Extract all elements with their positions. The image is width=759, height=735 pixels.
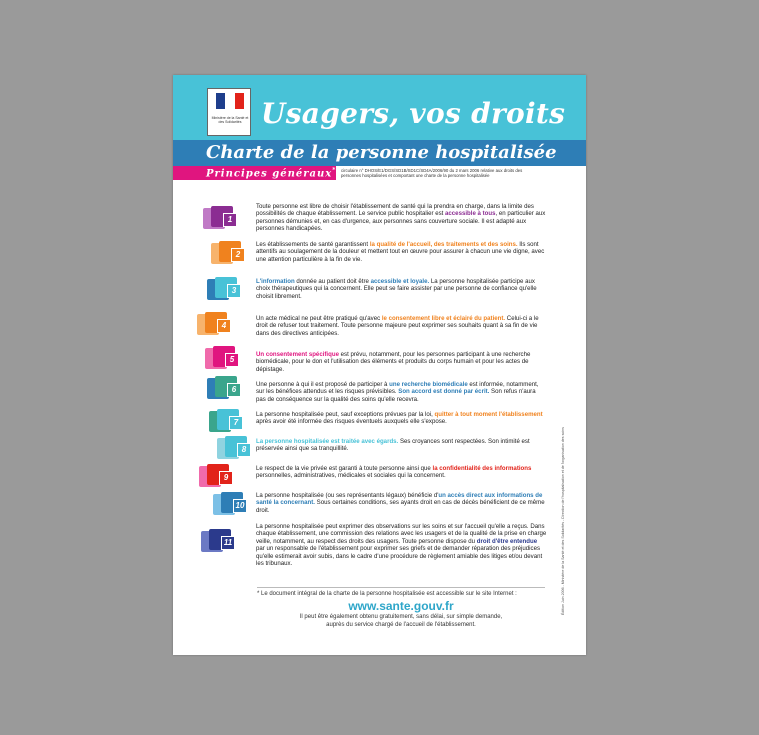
poster-subtitle: Charte de la personne hospitalisée	[206, 142, 557, 163]
charter-poster	[173, 75, 586, 655]
text-segment: par un responsable de l'établissement pour exprimer ses griefs et de demander réparation des préjudices qu'elle estimerait avoir subis, dans le cadre d'une procédure de règlement amiable des litiges et/ou devant les tribunaux.	[256, 545, 543, 568]
text-segment: Ses croyances sont respectées. Son intimité est préservée ainsi que sa tranquillité.	[256, 438, 530, 453]
ministry-logo	[207, 88, 251, 136]
highlighted-phrase: accessible à tous	[445, 210, 496, 218]
principle-9-text	[256, 465, 547, 480]
text-segment: est prévu, notamment, pour les personnes participant à une recherche biomédicale, pour le don et l'utilisation des éléments et produits du corps humain et pour les actes de dépistage.	[256, 351, 531, 373]
footer-line-2: auprès du service chargé de l'accueil de l'établissement.	[326, 621, 476, 628]
section-star: *	[332, 167, 337, 174]
text-segment: Toute personne est libre de choisir l'établissement de santé qui la prendra en charge, dans la limite des possibilités de chaque établissement. Le service public hospitalier est	[256, 203, 534, 218]
principle-6-text	[256, 381, 547, 403]
text-segment: après avoir été informée des risques éventuels auxquels elle s'expose.	[256, 418, 447, 426]
principle-5-icon	[205, 346, 238, 371]
section-label-text: Principes généraux	[206, 168, 333, 180]
principle-3-text	[256, 278, 547, 300]
highlighted-phrase: la qualité de l'accueil, des traitements et des soins.	[369, 241, 518, 248]
principle-7-text	[256, 411, 547, 426]
highlighted-phrase: une recherche biomédicale	[389, 381, 468, 388]
principle-5-text	[256, 351, 547, 373]
poster-title: Usagers, vos droits	[261, 97, 566, 130]
principle-number: 2	[231, 248, 245, 262]
principle-10-icon	[213, 492, 246, 517]
principle-7-icon	[209, 409, 242, 434]
text-segment: Un acte médical ne peut être pratiqué qu'avec	[256, 315, 382, 322]
principle-8-text	[256, 438, 547, 453]
text-segment: Le respect de la vie privée est garanti à toute personne ainsi que	[256, 465, 433, 472]
text-segment: Les établissements de santé garantissent	[256, 241, 370, 248]
text-segment: Sous certaines conditions, ses ayants droit en cas de décès bénéficient de ce même droit.	[256, 499, 545, 514]
principle-number: 7	[229, 416, 243, 430]
text-segment: personnelles, administratives, médicales et sociales qui la concernent.	[256, 472, 446, 480]
footer-availability	[257, 614, 545, 629]
highlighted-phrase: un accès direct aux informations de santé la concernant.	[256, 492, 543, 507]
principle-2-text	[256, 241, 547, 263]
text-segment: La personne hospitalisée peut exprimer des observations sur les soins et sur l'accueil qu'elle a reçus. Dans chaque établissement, une commission des relations avec les usagers et de la qualité de la prise en charge veille, notamment, au respect des droits des usagers. Toute personne dispose du	[256, 523, 547, 545]
footer-line-1: Il peut être également obtenu gratuitement, sans délai, sur simple demande,	[299, 614, 503, 620]
french-flag-icon	[216, 93, 244, 109]
principle-3-icon	[207, 277, 240, 302]
highlighted-phrase: droit d'être entendue	[476, 537, 538, 545]
highlighted-phrase: quitter à tout moment l'établissement	[434, 411, 543, 418]
text-segment: Une personne à qui il est proposé de participer à	[256, 381, 390, 388]
text-segment: La personne hospitalisée participe aux choix thérapeutiques qui la concernent. Elle peut se faire assister par une personne de confiance qu'elle choisit librement.	[256, 278, 537, 300]
highlighted-phrase: accessible et loyale.	[370, 278, 430, 285]
highlighted-phrase: Un consentement spécifique	[256, 351, 339, 358]
principle-number: 5	[225, 353, 239, 367]
principle-11-icon	[201, 529, 234, 554]
text-segment: donnée au patient doit être	[294, 278, 371, 285]
principle-9-icon	[199, 464, 232, 489]
highlighted-phrase: Son accord est donné par écrit.	[398, 388, 490, 396]
principle-4-icon	[197, 312, 230, 337]
principle-number: 11	[221, 536, 235, 550]
principle-1-text	[256, 203, 547, 233]
highlighted-phrase: La personne hospitalisée est traitée avec égards.	[256, 438, 399, 445]
section-label	[206, 167, 336, 179]
logo-text: Ministère de la Santé et des Solidarités	[211, 116, 249, 124]
principle-number: 8	[237, 443, 251, 457]
text-segment: Celui-ci a le droit de refuser tout traitement. Toute personne majeure peut exprimer ses souhaits quant à sa fin de vie dans des directives anticipées.	[256, 315, 539, 337]
edition-credit-text: Édition Juin 2006 - Ministère de la Santé et des Solidarités - Direction de l'hospitalisation et de l'organisation des soins	[561, 427, 565, 615]
principle-8-icon	[217, 436, 250, 461]
highlighted-phrase: le consentement libre et éclairé du patient.	[381, 315, 506, 322]
footer-note: * Le document intégral de la charte de la personne hospitalisée est accessible sur le site Internet :	[257, 591, 517, 597]
principle-number: 9	[219, 471, 233, 485]
principle-11-text	[256, 523, 547, 567]
principle-4-text	[256, 315, 547, 337]
principle-2-icon	[211, 241, 244, 266]
principle-1-icon	[203, 206, 236, 231]
principle-number: 3	[227, 284, 241, 298]
text-segment: La personne hospitalisée (ou ses représentants légaux) bénéficie d'	[256, 492, 439, 499]
text-segment: , en particulier aux personnes démunies et, en cas d'urgence, aux personnes sans couverture sociale. Il est adapté aux personnes handicapées.	[256, 210, 546, 233]
principle-10-text	[256, 492, 547, 514]
text-segment: La personne hospitalisée peut, sauf exceptions prévues par la loi,	[256, 411, 435, 418]
principle-number: 6	[227, 383, 241, 397]
website-link[interactable]: www.sante.gouv.fr	[348, 599, 454, 613]
principle-number: 10	[233, 499, 247, 513]
highlighted-phrase: la confidentialité des informations	[432, 465, 532, 472]
text-segment: Ils sont attentifs au soulagement de la douleur et mettent tout en œuvre pour assurer à chacun une vie digne, avec une attention particulière à la fin de vie.	[256, 241, 545, 263]
principle-6-icon	[207, 376, 240, 401]
principle-number: 4	[217, 319, 231, 333]
principle-number: 1	[223, 213, 237, 227]
text-segment: est informée, notamment, sur les bénéfices attendus et les risques prévisibles.	[256, 381, 539, 396]
edition-credit	[561, 375, 567, 615]
text-segment: Son refus n'aura pas de conséquence sur la qualité des soins qu'elle recevra.	[256, 388, 536, 403]
highlighted-phrase: L'information	[256, 278, 295, 285]
footer-divider	[257, 587, 545, 588]
circulaire-reference: circulaire n° DHOS/E1/DGS/SD1B/SD1C/SD4A/2006/90 du 2 mars 2006 relative aux droits des personnes hospitalisées et comportant une charte de la personne hospitalisée	[341, 168, 523, 179]
